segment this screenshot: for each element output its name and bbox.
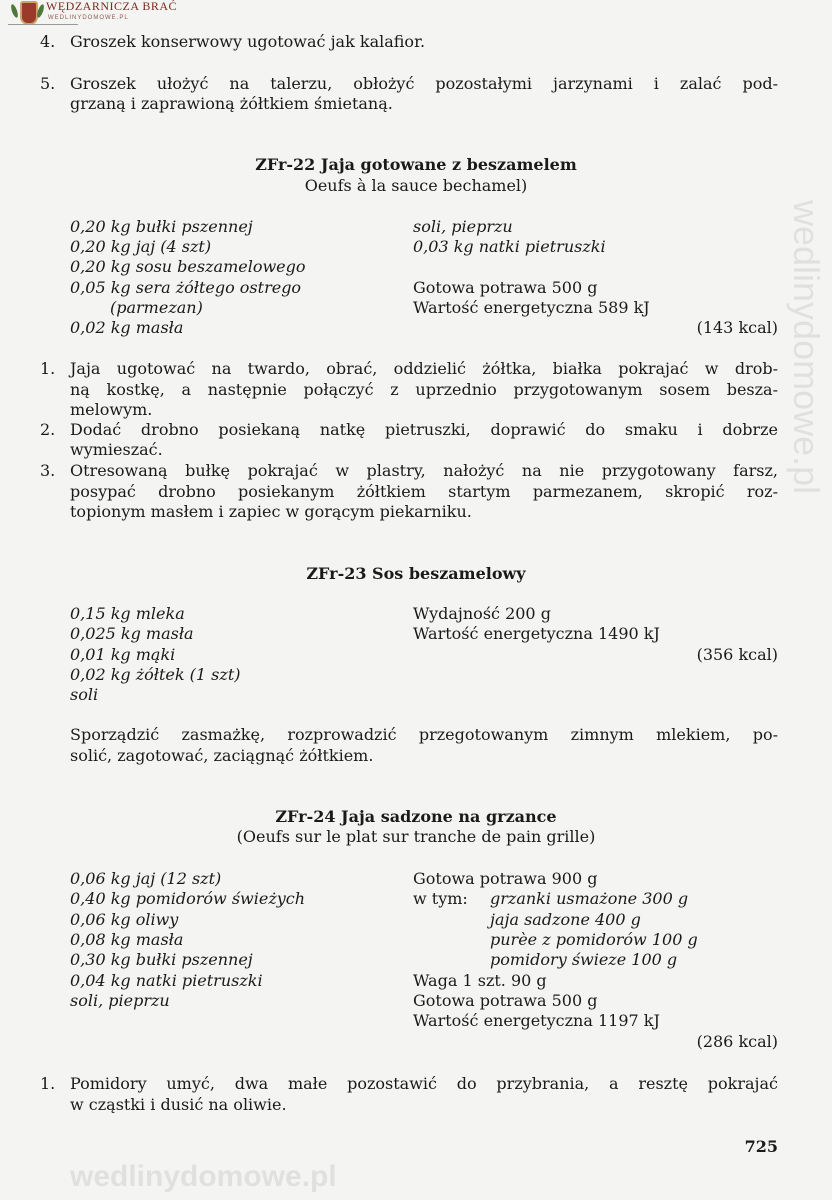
ingredient: 0,02 kg żółtek (1 szt) (70, 665, 241, 684)
leaf-icon (10, 4, 19, 19)
recipe-info: jaja sadzone 400 g (490, 910, 641, 929)
ingredient: 0,06 kg oliwy (70, 910, 179, 929)
ingredient: soli, pieprzu (70, 991, 170, 1010)
watermark-text: wedlinydomowe.pl (786, 200, 827, 495)
recipe-step-line: wymieszać. (70, 440, 163, 459)
recipe-title: ZFr-22 Jaja gotowane z beszamelem (255, 155, 577, 174)
kcal-value: (286 kcal) (696, 1032, 778, 1051)
recipe-step-line: w cząstki i dusić na oliwie. (70, 1095, 287, 1114)
recipe-info: Wartość energetyczna 1490 kJ (413, 624, 660, 643)
ingredient: 0,06 kg jaj (12 szt) (70, 869, 222, 888)
recipe-info: Waga 1 szt. 90 g (413, 971, 547, 990)
recipe-info: Wydajność 200 g (413, 604, 551, 623)
ingredient: 0,20 kg jaj (4 szt) (70, 237, 212, 256)
recipe-step-line: ną kostkę, a następnie połączyć z uprzednio przygotowanym sosem besza- (70, 380, 778, 399)
intro-step-number: 4. (40, 32, 56, 51)
recipe-step-number: 1. (40, 1074, 56, 1093)
ingredient: 0,02 kg masła (70, 318, 184, 337)
recipe-step-line: Pomidory umyć, dwa małe pozostawić do przybrania, a resztę pokrajać (70, 1074, 778, 1093)
recipe-info: pomidory świeze 100 g (490, 950, 678, 969)
recipe-info: soli, pieprzu (413, 217, 513, 236)
shield-logo-icon (20, 1, 38, 25)
recipe-title: ZFr-23 Sos beszamelowy (306, 564, 526, 583)
intro-step-line: Groszek konserwowy ugotować jak kalafior. (70, 32, 426, 51)
recipe-info: Gotowa potrawa 500 g (413, 278, 598, 297)
kcal-value: (356 kcal) (696, 645, 778, 664)
recipe-step-line: Otresowaną bułkę pokrajać w plastry, nałożyć na nie przygotowany farsz, (70, 461, 778, 480)
recipe-info: purèe z pomidorów 100 g (490, 930, 698, 949)
kcal-value: (143 kcal) (696, 318, 778, 337)
instruction-line: Sporządzić zasmażkę, rozprowadzić przegotowanym zimnym mlekiem, po- (70, 725, 778, 744)
recipe-step-line: topionym masłem i zapiec w gorącym piekarniku. (70, 502, 472, 521)
ingredient: 0,025 kg masła (70, 624, 194, 643)
recipe-info: grzanki usmażone 300 g (490, 889, 689, 908)
recipe-step-number: 2. (40, 420, 56, 439)
watermark-logo (8, 0, 188, 26)
recipe-info: Wartość energetyczna 589 kJ (413, 298, 650, 317)
recipe-step-number: 1. (40, 359, 56, 378)
recipe-title: ZFr-24 Jaja sadzone na grzance (275, 807, 557, 826)
recipe-info: Gotowa potrawa 900 g (413, 869, 598, 888)
recipe-step-number: 3. (40, 461, 56, 480)
logo-title: WĘDZARNICZA BRAĆ (46, 0, 177, 13)
recipe-step-line: Dodać drobno posiekaną natkę pietruszki, doprawić do smaku i dobrze (70, 420, 778, 439)
intro-step-line: Groszek ułożyć na talerzu, obłożyć pozostałymi jarzynami i zalać pod- (70, 74, 778, 93)
ingredient: 0,30 kg bułki pszennej (70, 950, 253, 969)
ingredient: (parmezan) (110, 298, 203, 317)
ingredient: 0,08 kg masła (70, 930, 184, 949)
recipe-subtitle: Oeufs à la sauce bechamel) (304, 176, 528, 195)
ingredient: 0,04 kg natki pietruszki (70, 971, 263, 990)
recipe-info: 0,03 kg natki pietruszki (413, 237, 606, 256)
ingredient: 0,40 kg pomidorów świeżych (70, 889, 306, 908)
ingredient: 0,05 kg sera żółtego ostrego (70, 278, 302, 297)
recipe-info: Gotowa potrawa 500 g (413, 991, 598, 1010)
logo-subtitle: WEDLINYDOMOWE.PL (48, 15, 129, 21)
page-number: 725 (744, 1137, 778, 1156)
ingredient: 0,01 kg mąki (70, 645, 176, 664)
recipe-step-line: melowym. (70, 400, 153, 419)
recipe-info: w tym: (413, 889, 468, 908)
recipe-step-line: posypać drobno posiekanym żółtkiem startym parmezanem, skropić roz- (70, 482, 778, 501)
watermark-text-bottom: wedlinydomowe.pl (70, 1160, 337, 1193)
recipe-info: Wartość energetyczna 1197 kJ (413, 1011, 660, 1030)
instruction-line: solić, zagotować, zaciągnąć żółtkiem. (70, 746, 374, 765)
ingredient: 0,20 kg sosu beszamelowego (70, 257, 306, 276)
recipe-step-line: Jaja ugotować na twardo, obrać, oddzielić żółtka, białka pokrajać w drob- (70, 359, 778, 378)
ingredient: soli (70, 685, 99, 704)
ingredient: 0,15 kg mleka (70, 604, 185, 623)
intro-step-line: grzaną i zaprawioną żółtkiem śmietaną. (70, 94, 393, 113)
recipe-subtitle: (Oeufs sur le plat sur tranche de pain grille) (236, 827, 596, 846)
logo-rule (8, 24, 78, 25)
intro-step-number: 5. (40, 74, 56, 93)
ingredient: 0,20 kg bułki pszennej (70, 217, 253, 236)
